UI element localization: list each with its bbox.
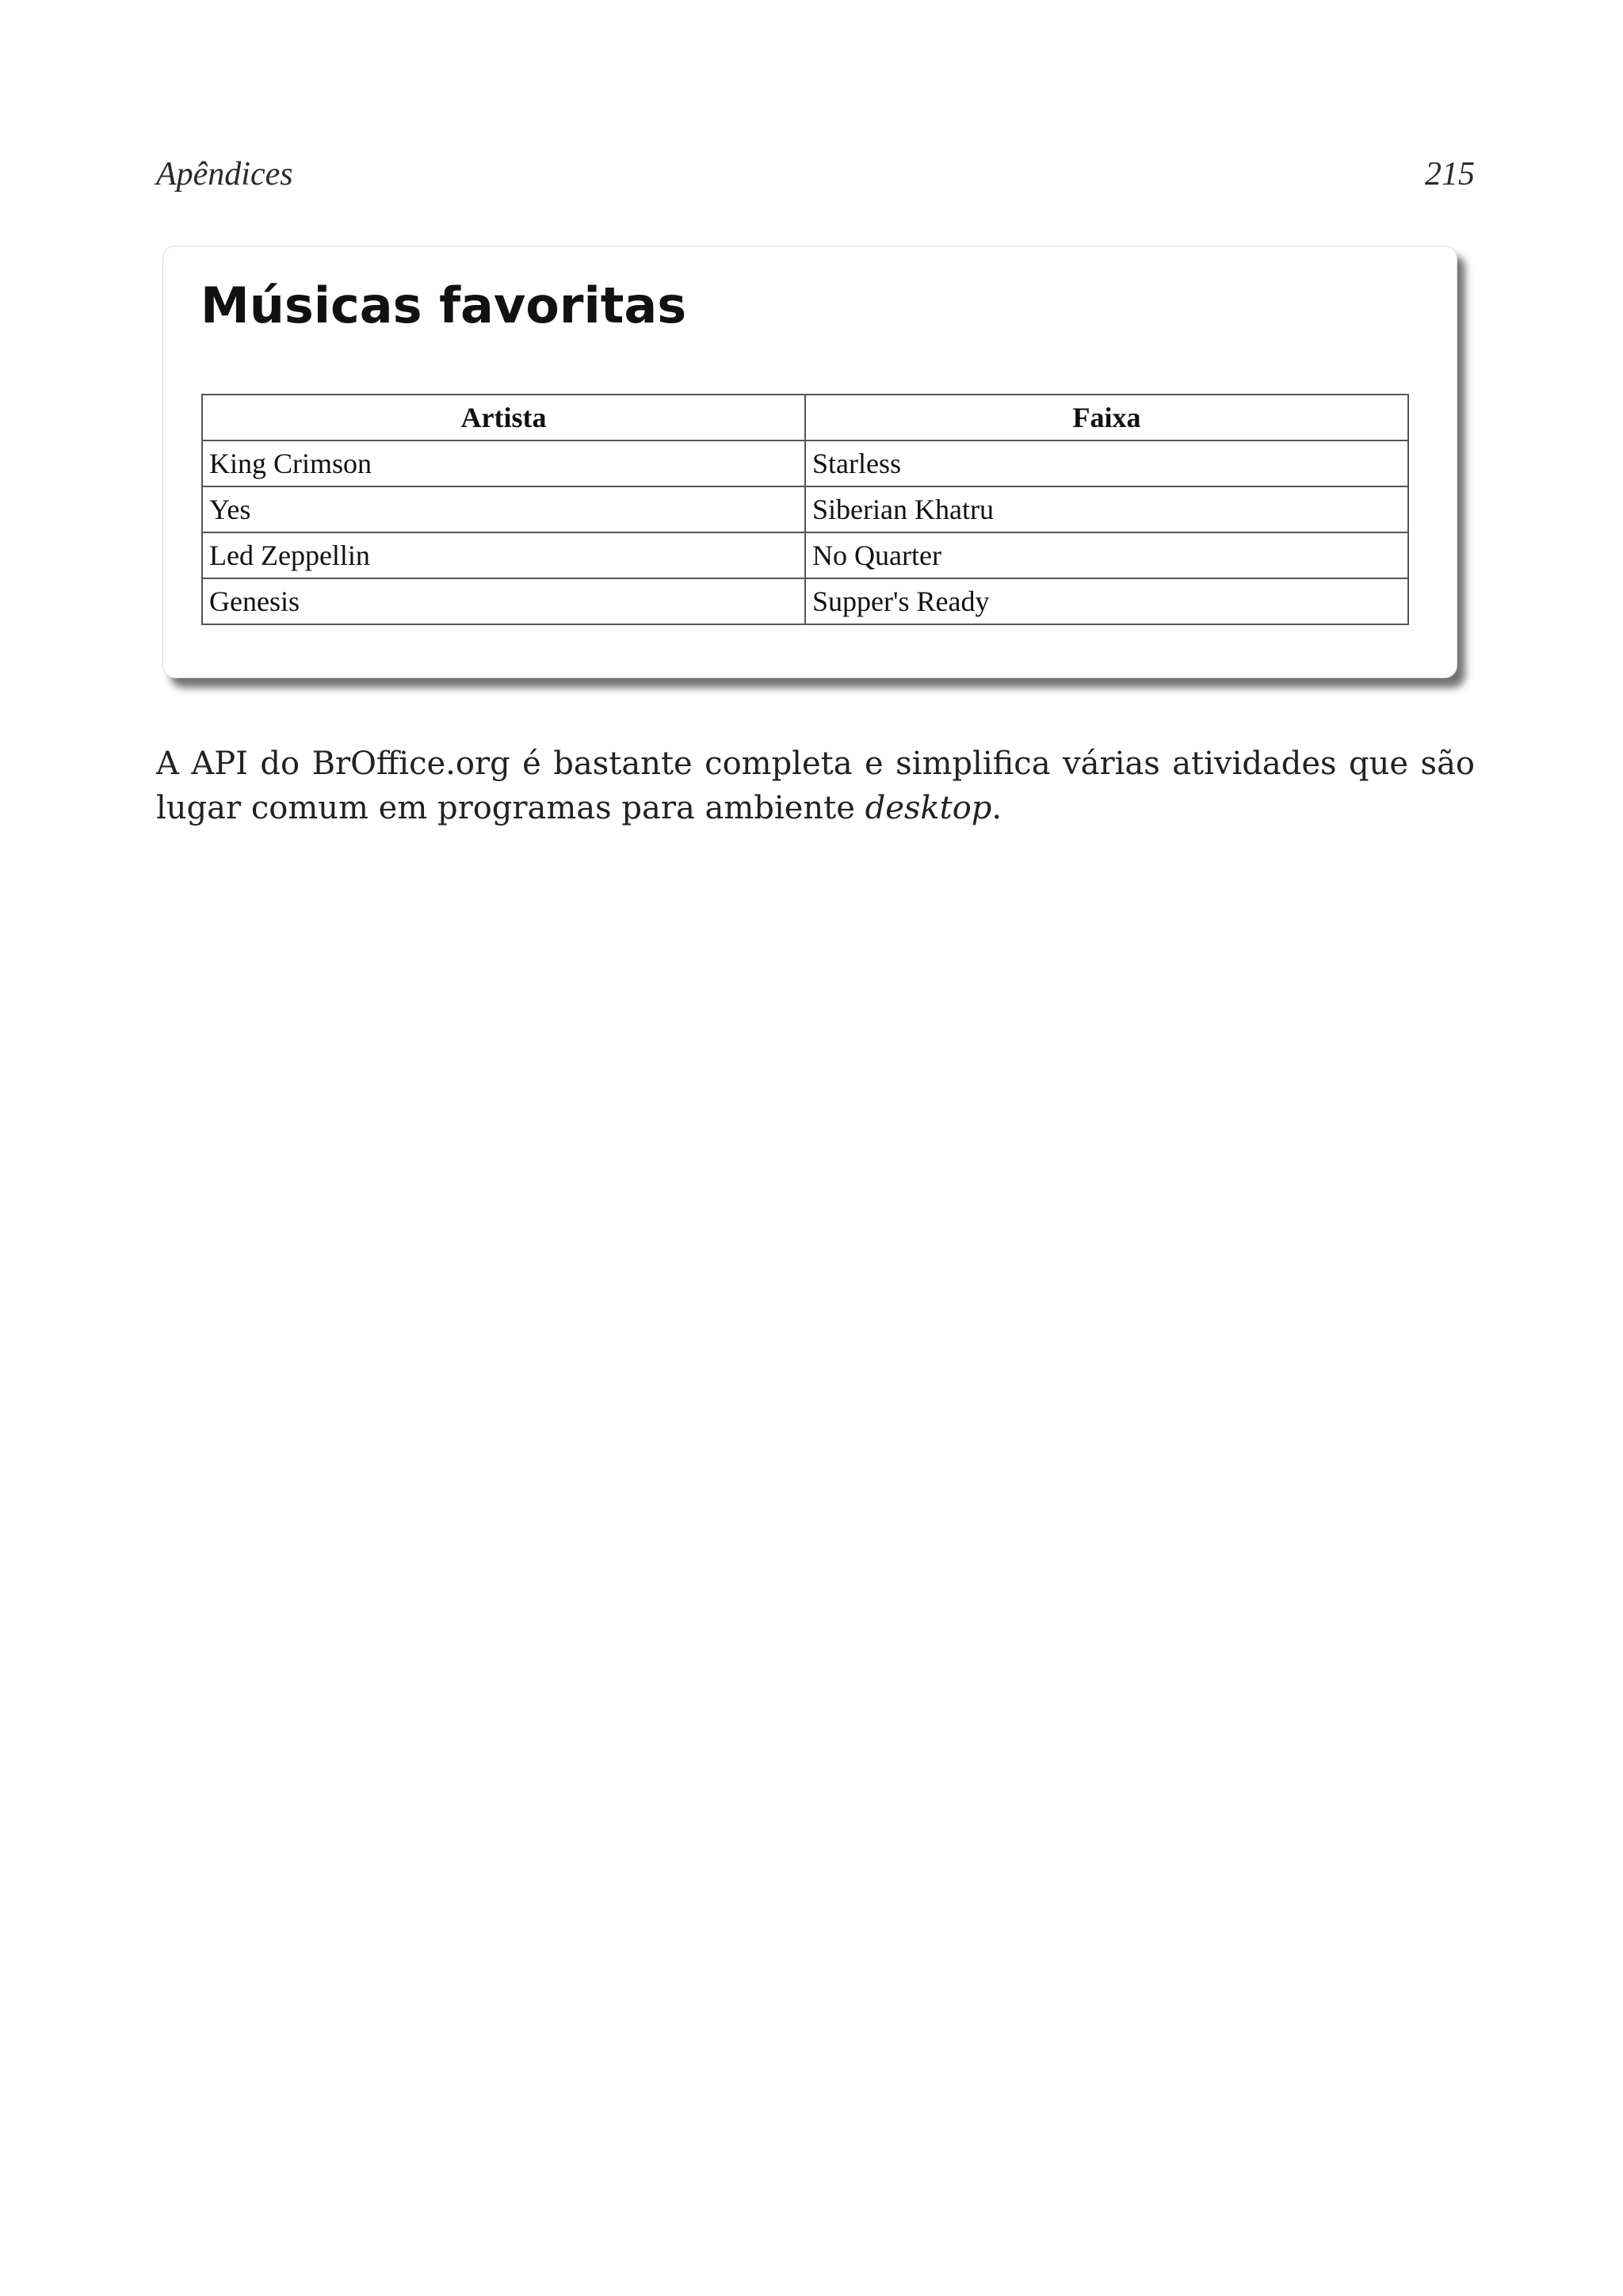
artist-cell: Led Zeppellin (202, 532, 805, 578)
paragraph-end: . (991, 790, 1002, 826)
table-row (202, 532, 1408, 578)
body-paragraph (156, 742, 1475, 830)
music-table (201, 394, 1409, 625)
table-header-row (202, 395, 1408, 441)
paragraph-emphasis: desktop (865, 790, 992, 826)
table-row (202, 441, 1408, 486)
track-cell: Siberian Khatru (805, 486, 1408, 532)
column-header-track: Faixa (805, 395, 1408, 441)
table-row (202, 578, 1408, 624)
artist-cell: King Crimson (202, 441, 805, 486)
track-cell: Supper's Ready (805, 578, 1408, 624)
paragraph-text: A API do BrOffice.org é bastante completa e simplifica várias atividades que são lugar comum em programas para ambiente (156, 746, 1475, 826)
artist-cell: Yes (202, 486, 805, 532)
table-row (202, 486, 1408, 532)
figure-title: Músicas favoritas (200, 277, 687, 334)
track-cell: No Quarter (805, 532, 1408, 578)
artist-cell: Genesis (202, 578, 805, 624)
section-title: Apêndices (156, 156, 293, 193)
track-cell: Starless (805, 441, 1408, 486)
page-number: 215 (1425, 156, 1475, 193)
running-header (156, 155, 1475, 203)
figure-screenshot-box (162, 246, 1457, 678)
column-header-artist: Artista (202, 395, 805, 441)
